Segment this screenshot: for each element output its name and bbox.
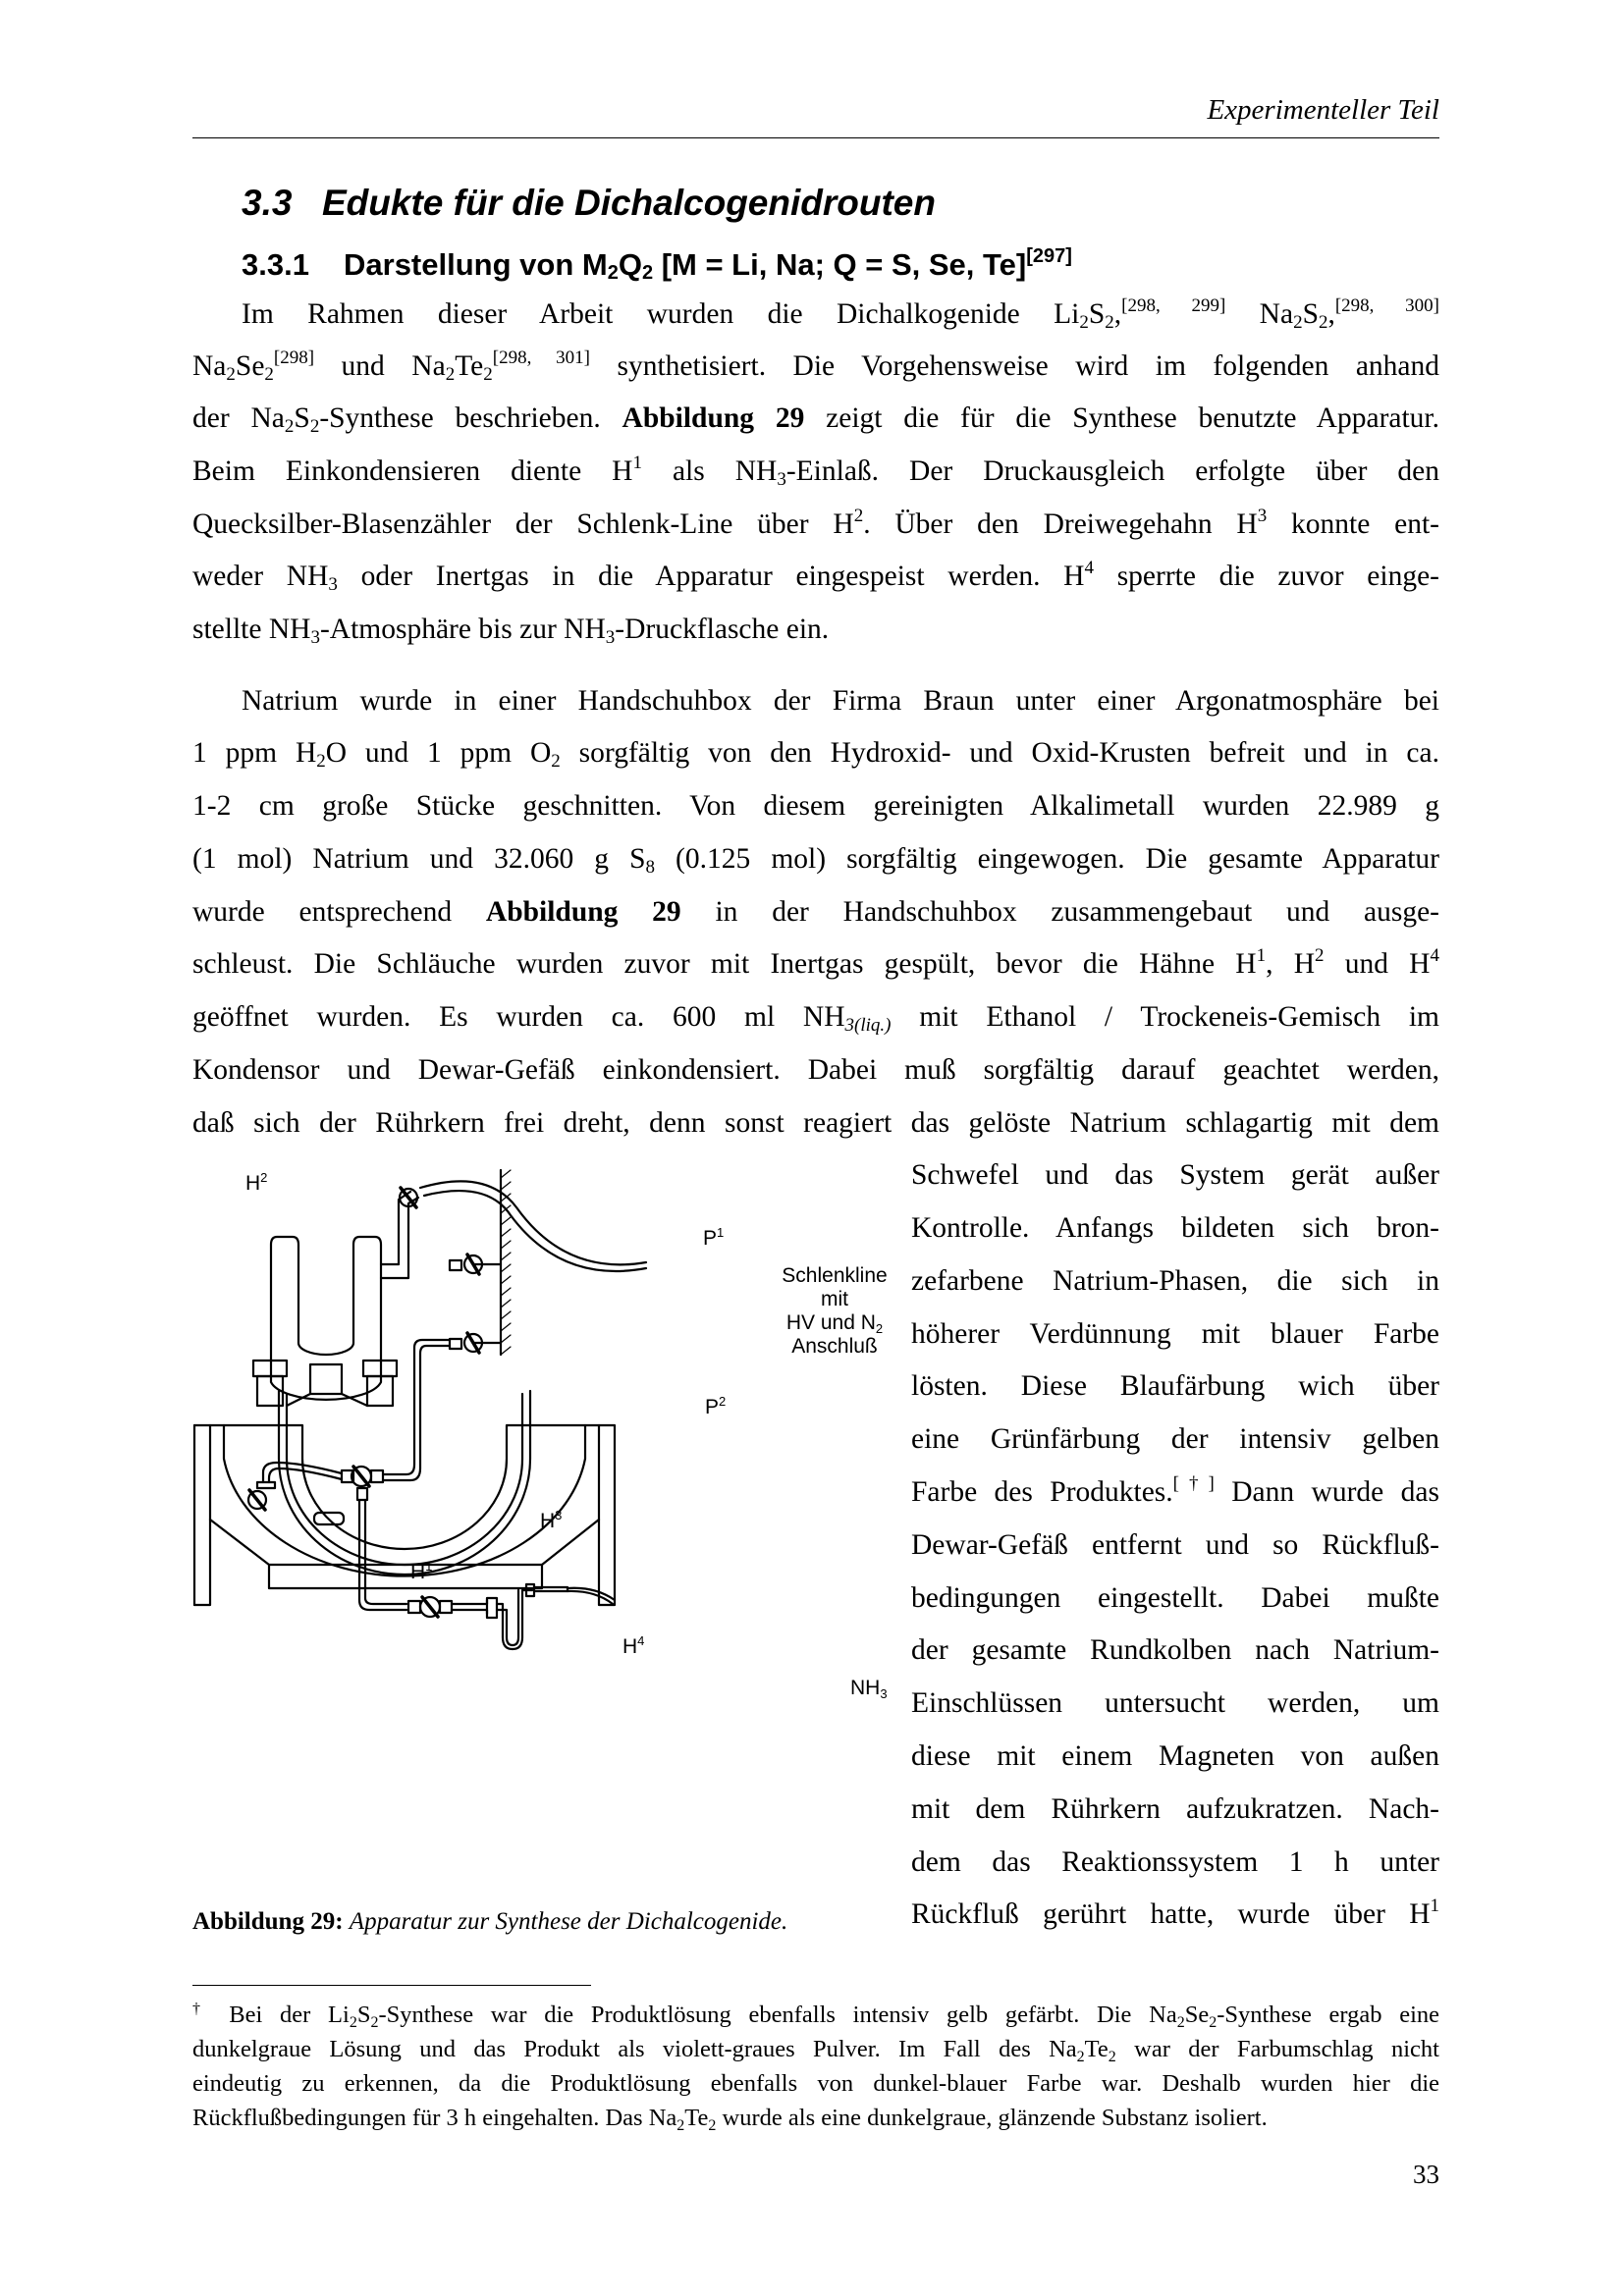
- subscript: 2: [641, 262, 654, 284]
- column-line: höherer Verdünnung mit blauer Farbe: [911, 1318, 1439, 1350]
- p1-line: stellte $NH_3$-Atmosphäre bis zur $NH_3$-Druckflasche ein.: [192, 614, 830, 648]
- subsection-title: [242, 247, 1072, 283]
- p1-line: Im Rahmen dieser Arbeit wurden die Dichalkogenide $Li_2S_2,[298, 299]$ $Na_2S_2,[298, 300]$: [242, 295, 1440, 333]
- label-h3: $H^3$: [540, 1508, 563, 1532]
- section-title-text: Edukte für die Dichalcogenidrouten: [322, 183, 936, 223]
- label-nh3: $NH_3$: [850, 1677, 888, 1701]
- p2-line: 1-2 cm große Stücke geschnitten. Von diesem gereinigten Alkalimetall wurden 22.989 g: [192, 790, 1439, 822]
- label-schlenkline: Schlenkline mit HV und $N_2$ Anschluß: [782, 1264, 888, 1358]
- p2-line: Natrium wurde in einer Handschuhbox der Firma Braun unter einer Argonatmosphäre bei: [242, 685, 1439, 717]
- p1-line: der $Na_2S_2$-Synthese beschrieben. Abbildung 29 zeigt die für die Synthese benutzte Apparatur.: [192, 402, 1440, 437]
- column-line: dem das Reaktionssystem 1 h unter: [911, 1846, 1439, 1878]
- label-p1: $P^1$: [703, 1225, 725, 1250]
- caption-text: Apparatur zur Synthese der Dichalcogenide.: [349, 1908, 788, 1935]
- footnote-marker: †: [192, 2001, 212, 2017]
- footnote-line: dunkelgraue Lösung und das Produkt als violett-graues Pulver. Im Fall des $Na_2Te_2$ war der Farbumschlag nicht: [192, 2036, 1439, 2065]
- bubbler: [497, 1590, 532, 1649]
- p2-line: Kondensor und Dewar-Gefäß einkondensiert. Dabei muß sorgfältig darauf geachtet werden,: [192, 1054, 1439, 1086]
- figure-reference[interactable]: Abbildung 29: [485, 896, 681, 928]
- p1-line: $Na_2Se_2[298]$ und $Na_2Te_2[298, 301]$ synthetisiert. Die Vorgehensweise wird im folgenden anhand: [192, 347, 1440, 385]
- p2-line: wurde entsprechend Abbildung 29 in der Handschuhbox zusammengebaut und ausge-: [192, 896, 1439, 928]
- subsection-text: [M = Li, Na; Q = S, Se, Te]: [653, 247, 1027, 282]
- running-header: Experimenteller Teil: [1207, 94, 1439, 126]
- footnote-line: † Bei der $Li_2S_2$-Synthese war die Produktlösung ebenfalls intensiv gelb gefärbt. Die $Na_2Se_2$-Synthese ergab eine: [192, 2001, 1440, 2031]
- apparatus-figure: [192, 1168, 899, 1895]
- p1-line: weder $NH_3$ oder Inertgas in die Apparatur eingespeist werden. $H^4$ sperrte die zuvor einge-: [192, 558, 1439, 595]
- subsection-text: Q: [618, 247, 642, 282]
- page-number: 33: [1413, 2160, 1439, 2189]
- p2-line: 1 ppm $H_2O$ und 1 ppm $O_2$ sorgfältig von den Hydroxid- und Oxid-Krusten befreit und in ca.: [192, 737, 1439, 772]
- footnote-rule: [192, 1985, 591, 1986]
- column-line: eine Grünfärbung der intensiv gelben: [911, 1423, 1439, 1455]
- label-h2: $H^2$: [245, 1170, 268, 1195]
- header-rule: [192, 137, 1439, 138]
- p1-line: Beim Einkondensieren diente $H^1$ als $NH_3$-Einlaß. Der Druckausgleich erfolgte über den: [192, 453, 1439, 490]
- label-p2: $P^2$: [705, 1394, 727, 1418]
- subsection-number: 3.3.1: [242, 247, 309, 282]
- column-line: Farbe des Produktes.[†] Dann wurde das: [911, 1473, 1439, 1508]
- label-h4: $H^4$: [622, 1633, 645, 1658]
- p2-line: geöffnet wurden. Es wurden ca. 600 ml $NH_{3(liq.)}$ mit Ethanol / Trockeneis-Gemisch im: [192, 1001, 1439, 1036]
- column-line: der gesamte Rundkolben nach Natrium-: [911, 1634, 1439, 1666]
- section-title: [242, 183, 936, 224]
- column-line: Rückfluß gerührt hatte, wurde über $H^1$: [911, 1896, 1439, 1930]
- column-line: Einschlüssen untersucht werden, um: [911, 1687, 1439, 1719]
- footnote-reference[interactable]: [†]: [1172, 1473, 1215, 1494]
- p2-line: schleust. Die Schläuche wurden zuvor mit Inertgas gespült, bevor die Hähne $H^1$, $H^2$ und $H^4$: [192, 945, 1439, 980]
- round-bottom-flask: [279, 1391, 530, 1575]
- column-line: Dewar-Gefäß entfernt und so Rückfluß-: [911, 1529, 1439, 1561]
- section-number: 3.3: [242, 183, 293, 223]
- column-line: lösten. Diese Blaufärbung wich über: [911, 1370, 1439, 1402]
- label-h1: $H^1$: [410, 1559, 433, 1583]
- p2-line: daß sich der Rührkern frei dreht, denn sonst reagiert das gelöste Natrium schlagartig mit dem: [192, 1107, 1439, 1139]
- column-line: Schwefel und das System gerät außer: [911, 1159, 1439, 1191]
- caption-label: Abbildung 29:: [192, 1908, 344, 1935]
- p2-line: (1 mol) Natrium und 32.060 g $S_8$ (0.125 mol) sorgfältig eingewogen. Die gesamte Apparatur: [192, 843, 1439, 878]
- column-line: zefarbene Natrium-Phasen, die sich in: [911, 1265, 1439, 1297]
- column-line: diese mit einem Magneten von außen: [911, 1740, 1439, 1772]
- footnote-line: Rückflußbedingungen für 3 h eingehalten. Das $Na_2Te_2$ wurde als eine dunkelgraue, glänzende Substanz isoliert.: [192, 2105, 1268, 2134]
- p1-line: Quecksilber-Blasenzähler der Schlenk-Line über $H^2$. Über den Dreiwegehahn $H^3$ konnte ent-: [192, 506, 1439, 540]
- citation: [297]: [1026, 245, 1072, 267]
- column-line: bedingungen eingestellt. Dabei mußte: [911, 1582, 1439, 1614]
- column-line: mit dem Rührkern aufzukratzen. Nach-: [911, 1793, 1439, 1825]
- footnote-line: eindeutig zu erkennen, da die Produktlösung ebenfalls von dunkel-blauer Farbe war. Deshalb wurden hier die: [192, 2070, 1439, 2097]
- subscript: 2: [607, 262, 619, 284]
- figure-reference[interactable]: Abbildung 29: [622, 402, 805, 434]
- subsection-text: Darstellung von M: [344, 247, 608, 282]
- column-line: Kontrolle. Anfangs bildeten sich bron-: [911, 1212, 1439, 1244]
- figure-caption: [192, 1908, 787, 1936]
